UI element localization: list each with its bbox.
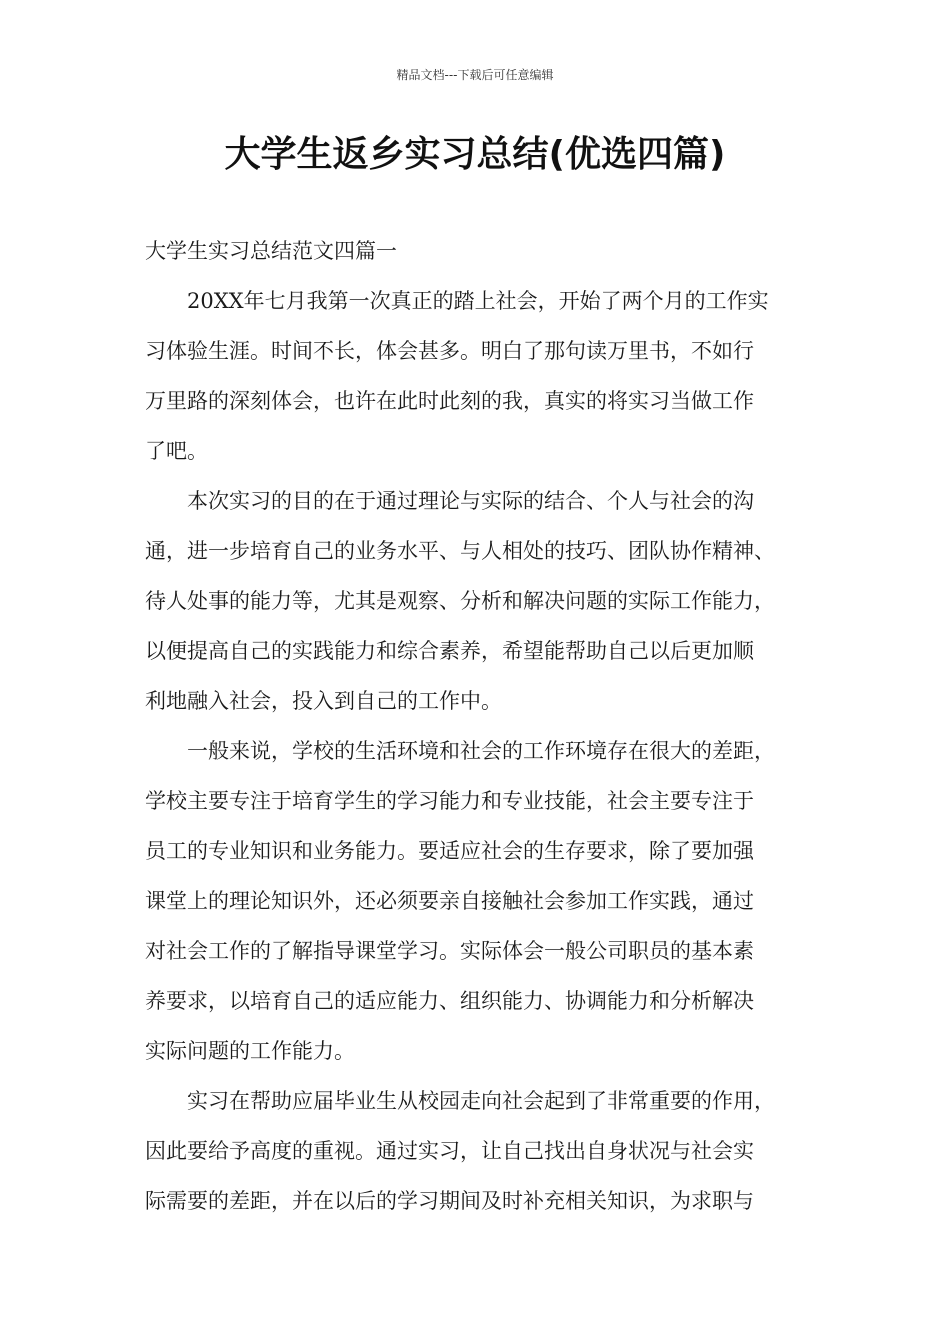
paragraph-line: 养要求，以培育自己的适应能力、组织能力、协调能力和分析解决 — [145, 989, 754, 1013]
paragraph-line: 通，进一步培育自己的业务水平、与人相处的技巧、团队协作精神、 — [145, 539, 775, 563]
document-body — [145, 226, 810, 1226]
paragraph-1 — [145, 276, 810, 476]
paragraph-3 — [145, 726, 810, 1076]
paragraph-line: 本次实习的目的在于通过理论与实际的结合、个人与社会的沟 — [187, 489, 754, 513]
paragraph-line: 了吧。 — [145, 439, 208, 463]
paragraph-line: 习体验生涯。时间不长，体会甚多。明白了那句读万里书，不如行 — [145, 339, 754, 363]
paragraph-line: 待人处事的能力等，尤其是观察、分析和解决问题的实际工作能力， — [145, 589, 775, 613]
paragraph-4 — [145, 1076, 810, 1226]
paragraph-line: 员工的专业知识和业务能力。要适应社会的生存要求，除了要加强 — [145, 839, 754, 863]
document-title: 大学生返乡实习总结(优选四篇) — [224, 134, 726, 175]
paragraph-line: 际需要的差距，并在以后的学习期间及时补充相关知识，为求职与 — [145, 1189, 754, 1213]
paragraph-line: 一般来说，学校的生活环境和社会的工作环境存在很大的差距， — [187, 739, 775, 763]
paragraph-2 — [145, 476, 810, 726]
paragraph-line: 实习在帮助应届毕业生从校园走向社会起到了非常重要的作用， — [187, 1089, 775, 1113]
paragraph-line: 利地融入社会，投入到自己的工作中。 — [145, 689, 502, 713]
paragraph-line: 课堂上的理论知识外，还必须要亲自接触社会参加工作实践，通过 — [145, 889, 754, 913]
paragraph-line: 学校主要专注于培育学生的学习能力和专业技能，社会主要专注于 — [145, 789, 754, 813]
paragraph-line: 万里路的深刻体会，也许在此时此刻的我，真实的将实习当做工作 — [145, 389, 754, 413]
header-note: 精品文档---下载后可任意编辑 — [396, 68, 554, 82]
paragraph-line: 对社会工作的了解指导课堂学习。实际体会一般公司职员的基本素 — [145, 939, 754, 963]
paragraph-line: 20XX年七月我第一次真正的踏上社会，开始了两个月的工作实 — [187, 289, 769, 313]
paragraph-line: 以便提高自己的实践能力和综合素养，希望能帮助自己以后更加顺 — [145, 639, 754, 663]
paragraph-line: 因此要给予高度的重视。通过实习，让自己找出自身状况与社会实 — [145, 1139, 754, 1163]
paragraph-line: 实际问题的工作能力。 — [145, 1039, 355, 1063]
section-heading: 大学生实习总结范文四篇一 — [145, 239, 397, 263]
